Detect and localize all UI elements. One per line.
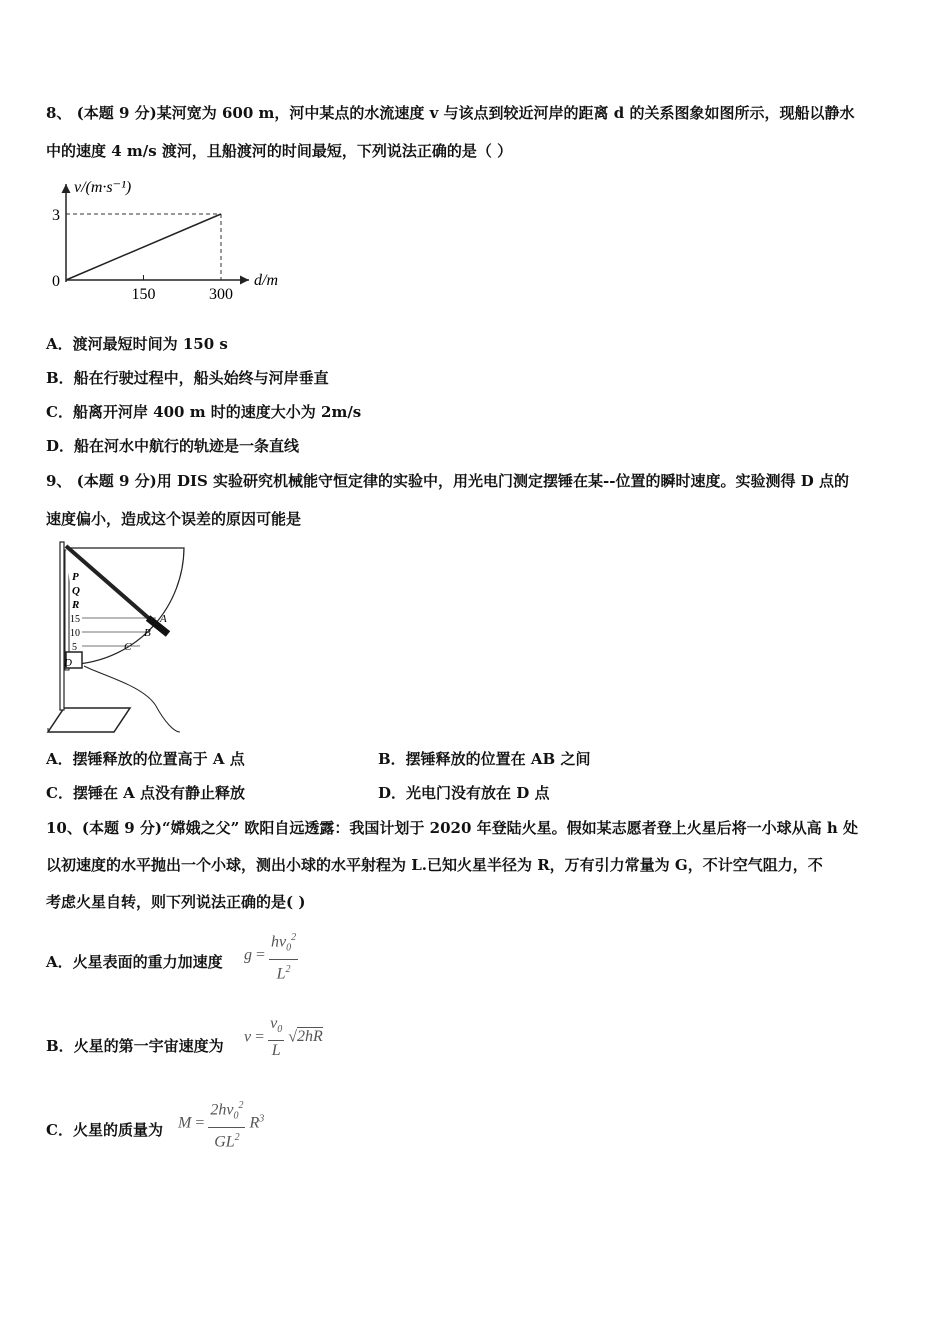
label-10: 10: [70, 628, 80, 639]
label-15: 15: [70, 614, 80, 625]
label-b: B: [144, 627, 151, 639]
label-a: A: [160, 613, 167, 625]
chart-x-tick-label-300: 300: [209, 286, 233, 303]
q8-velocity-chart: [44, 172, 304, 307]
q10-formula-b: v = $\frac{v_0}{L}$ √2hR: [244, 1015, 323, 1060]
q10-stem-line2: 以初速度的水平抛出一个小球，测出小球的水平射程为 L.已知火星半径为 R，万有引力常量为 G，不计空气阻力，不: [46, 856, 823, 874]
q9-option-a: A．摆锤释放的位置高于 A 点: [46, 750, 245, 768]
q9-stem-line1: 9、 (本题 9 分)用 DIS 实验研究机械能守恒定律的实验中，用光电门测定摆锤在某--位置的瞬时速度。实验测得 D 点的: [46, 472, 849, 490]
q9-stem-line2: 速度偏小，造成这个误差的原因可能是: [46, 510, 302, 528]
q10-option-c: C．火星的质量为: [46, 1121, 163, 1139]
q8-stem-line1: 8、 (本题 9 分)某河宽为 600 m，河中某点的水流速度 v 与该点到较近河岸的距离 d 的关系图象如图所示，现船以静水: [46, 104, 855, 122]
q9-option-b: B．摆锤释放的位置在 AB 之间: [378, 750, 591, 768]
chart-origin-label: 0: [52, 273, 60, 290]
label-5: 5: [72, 642, 77, 653]
q10-option-a: A．火星表面的重力加速度: [46, 953, 223, 971]
q8-option-d: D．船在河水中航行的轨迹是一条直线: [46, 437, 300, 455]
chart-x-label: d/m: [254, 272, 278, 289]
label-r: R: [72, 599, 80, 611]
q10-option-b: B．火星的第一宇宙速度为: [46, 1037, 224, 1055]
q10-stem-line3: 考虑火星自转，则下列说法正确的是( ): [46, 893, 306, 911]
stand-rod: [60, 542, 64, 710]
q10-formula-c: M = $\frac{2hv_0^2}{GL^2}$ $R^3$: [178, 1096, 264, 1152]
stand-base: [48, 708, 130, 732]
q10-formula-a: g = $\frac{hv_0^2}{L^2}$: [244, 928, 298, 984]
label-q: Q: [72, 585, 80, 597]
chart-x-tick-label-150: 150: [131, 286, 156, 303]
chart-y-label: v/(m·s⁻¹): [74, 179, 132, 196]
q8-stem-line2: 中的速度 4 m/s 渡河，且船渡河的时间最短，下列说法正确的是（ ）: [46, 142, 513, 160]
q9-option-c: C．摆锤在 A 点没有静止释放: [46, 784, 246, 802]
q8-option-b: B．船在行驶过程中，船头始终与河岸垂直: [46, 369, 329, 387]
chart-y-tick-label-3: 3: [52, 207, 60, 224]
label-c: C: [124, 641, 132, 653]
q8-option-a: A．渡河最短时间为 150 s: [46, 335, 228, 353]
chart-series-line: [66, 214, 221, 280]
q8-option-c: C．船离开河岸 400 m 时的速度大小为 2m/s: [46, 403, 362, 421]
label-p: P: [72, 571, 79, 583]
q9-option-d: D．光电门没有放在 D 点: [378, 784, 550, 802]
label-d: D: [64, 657, 72, 669]
q10-stem-line1: 10、(本题 9 分)“嫦娥之父” 欧阳自远透露：我国计划于 2020 年登陆火星。假如某志愿者登上火星后将一小球从高 h 处: [46, 819, 858, 837]
q9-pendulum-apparatus-figure: [44, 536, 194, 736]
